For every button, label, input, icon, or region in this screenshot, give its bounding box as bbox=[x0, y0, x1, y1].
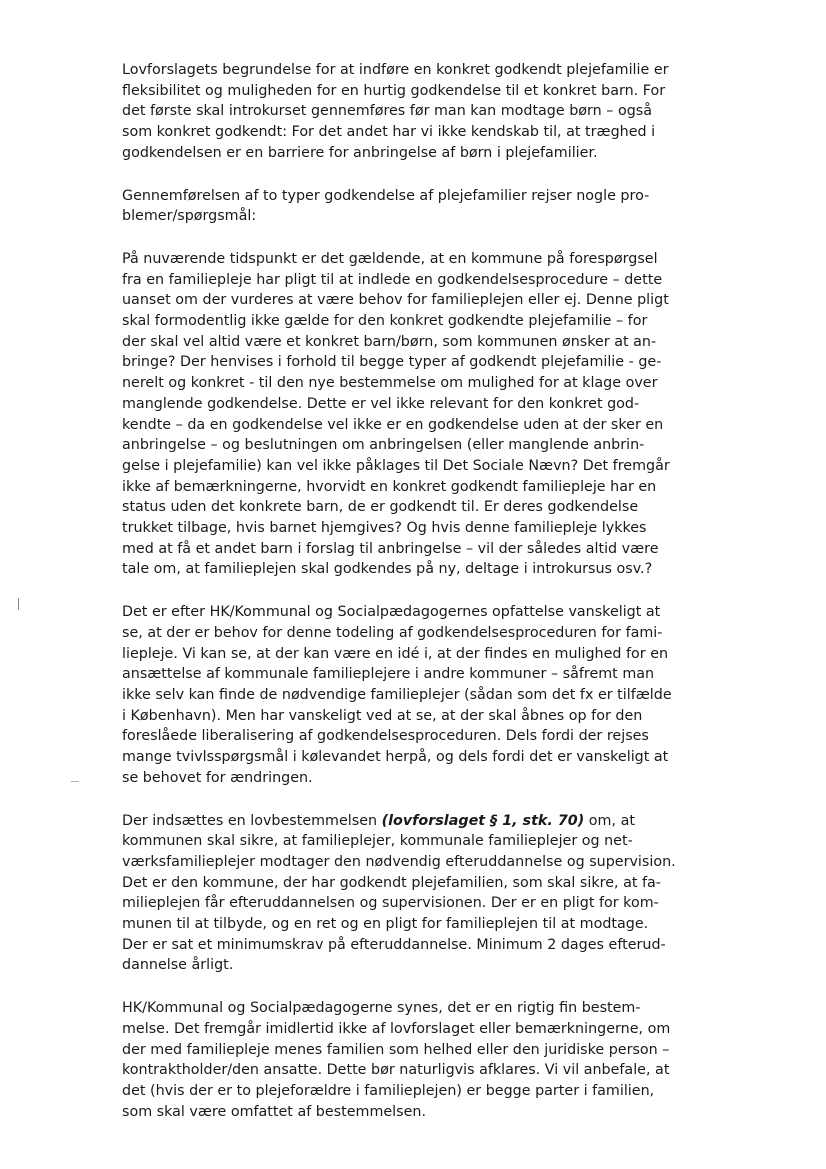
paragraph-recommendation bbox=[122, 998, 682, 1122]
text-line: HK/Kommunal og Socialpædagogerne synes, det er en rigtig fin bestem- bbox=[122, 1000, 641, 1017]
text-line: foreslåede liberalisering af godkendelsesproceduren. Dels fordi der rejses bbox=[122, 728, 649, 745]
text-line: fra en familiepleje har pligt til at indlede en godkendelsesprocedure – dette bbox=[122, 271, 663, 288]
document-body bbox=[122, 60, 682, 1144]
text-line: tale om, at familieplejen skal godkendes på ny, deltage i introkursus osv.? bbox=[122, 561, 653, 578]
scan-margin-mark bbox=[71, 781, 79, 782]
text-line: som skal være omfattet af bestemmelsen. bbox=[122, 1103, 426, 1120]
text-line: milieplejen får efteruddannelsen og supervisionen. Der er en pligt for kom- bbox=[122, 895, 659, 912]
text-line: gelse i plejefamilie) kan vel ikke påklages til Det Sociale Nævn? Det fremgår bbox=[122, 457, 670, 474]
text-line: munen til at tilbyde, og en ret og en pligt for familieplejen til at modtage. bbox=[122, 916, 649, 933]
paragraph-justification bbox=[122, 60, 682, 164]
text-line: liepleje. Vi kan se, at der kan være en idé i, at der findes en mulighed for en bbox=[122, 645, 669, 662]
text-line: skal formodentlig ikke gælde for den konkret godkendte plejefamilie – for bbox=[122, 313, 648, 330]
text-line: der skal vel altid være et konkret barn/børn, som kommunen ønsker at an- bbox=[122, 333, 657, 350]
text-line: manglende godkendelse. Dette er vel ikke relevant for den konkret god- bbox=[122, 395, 640, 412]
text-line: nerelt og konkret - til den nye bestemmelse om mulighed for at klage over bbox=[122, 375, 658, 392]
text-line: status uden det konkrete barn, de er godkendt til. Er deres godkendelse bbox=[122, 499, 639, 516]
text-line: dannelse årligt. bbox=[122, 957, 234, 974]
text-line: ikke selv kan finde de nødvendige familieplejer (sådan som det fx er tilfælde bbox=[122, 686, 672, 703]
text-line: ikke af bemærkningerne, hvorvidt en konkret godkendt familiepleje har en bbox=[122, 478, 657, 495]
text-line: ansættelse af kommunale familieplejere i andre kommuner – såfremt man bbox=[122, 666, 655, 683]
text-line: trukket tilbage, hvis barnet hjemgives? Og hvis denne familiepleje lykkes bbox=[122, 520, 647, 537]
text-line: se behovet for ændringen. bbox=[122, 769, 313, 786]
text-line: det (hvis der er to plejeforældre i familieplejen) er begge parter i familien, bbox=[122, 1082, 655, 1099]
law-reference: (lovforslaget § 1, stk. 70) bbox=[381, 812, 585, 829]
text-run: Der indsættes en lovbestemmelsen bbox=[122, 812, 382, 829]
text-line bbox=[122, 811, 682, 832]
text-line: Det er den kommune, der har godkendt plejefamilien, som skal sikre, at fa- bbox=[122, 874, 661, 891]
text-line: anbringelse – og beslutningen om anbringelsen (eller manglende anbrin- bbox=[122, 437, 645, 454]
text-line: fleksibilitet og muligheden for en hurtig godkendelse til et konkret barn. For bbox=[122, 82, 666, 99]
text-line: På nuværende tidspunkt er det gældende, at en kommune på forespørgsel bbox=[122, 250, 658, 267]
text-line: Der er sat et minimumskrav på efteruddannelse. Minimum 2 dages efterud- bbox=[122, 936, 666, 953]
text-line: godkendelsen er en barriere for anbringelse af børn i plejefamilier. bbox=[122, 144, 598, 161]
text-line: der med familiepleje menes familien som helhed eller den juridiske person – bbox=[122, 1041, 670, 1058]
text-line: kendte – da en godkendelse vel ikke er en godkendelse uden at der sker en bbox=[122, 416, 664, 433]
text-line: Gennemførelsen af to typer godkendelse af plejefamilier rejser nogle pro- bbox=[122, 187, 650, 204]
text-line: Det er efter HK/Kommunal og Socialpædagogernes opfattelse vanskeligt at bbox=[122, 604, 661, 621]
text-line: med at få et andet barn i forslag til anbringelse – vil der således altid være bbox=[122, 540, 659, 557]
text-line: blemer/spørgsmål: bbox=[122, 208, 257, 225]
text-line: se, at der er behov for denne todeling af godkendelsesproceduren for fami- bbox=[122, 624, 663, 641]
scan-margin-mark bbox=[18, 598, 19, 610]
paragraph-intro-questions bbox=[122, 186, 682, 227]
text-line: kommunen skal sikre, at familieplejer, kommunale familieplejer og net- bbox=[122, 833, 633, 850]
paragraph-new-provision bbox=[122, 811, 682, 977]
text-run: om, at bbox=[584, 812, 635, 829]
text-line: Lovforslagets begrundelse for at indføre en konkret godkendt plejefamilie er bbox=[122, 62, 669, 78]
paragraph-organisation-view bbox=[122, 602, 682, 788]
text-line: kontraktholder/den ansatte. Dette bør naturligvis afklares. Vi vil anbefale, at bbox=[122, 1062, 670, 1079]
paragraph-current-procedure bbox=[122, 249, 682, 580]
text-line: det første skal introkurset gennemføres før man kan modtage børn – også bbox=[122, 103, 653, 120]
text-line: mange tvivlsspørgsmål i kølevandet herpå, og dels fordi det er vanskeligt at bbox=[122, 749, 669, 766]
text-line: værksfamilieplejer modtager den nødvendig efteruddannelse og supervision. bbox=[122, 853, 676, 870]
text-line: uanset om der vurderes at være behov for familieplejen eller ej. Denne pligt bbox=[122, 292, 669, 309]
text-line: melse. Det fremgår imidlertid ikke af lovforslaget eller bemærkningerne, om bbox=[122, 1020, 671, 1037]
text-line: i København). Men har vanskeligt ved at se, at der skal åbnes op for den bbox=[122, 707, 643, 724]
text-line: som konkret godkendt: For det andet har vi ikke kendskab til, at træghed i bbox=[122, 124, 656, 141]
text-line: bringe? Der henvises i forhold til begge typer af godkendt plejefamilie - ge- bbox=[122, 354, 662, 371]
